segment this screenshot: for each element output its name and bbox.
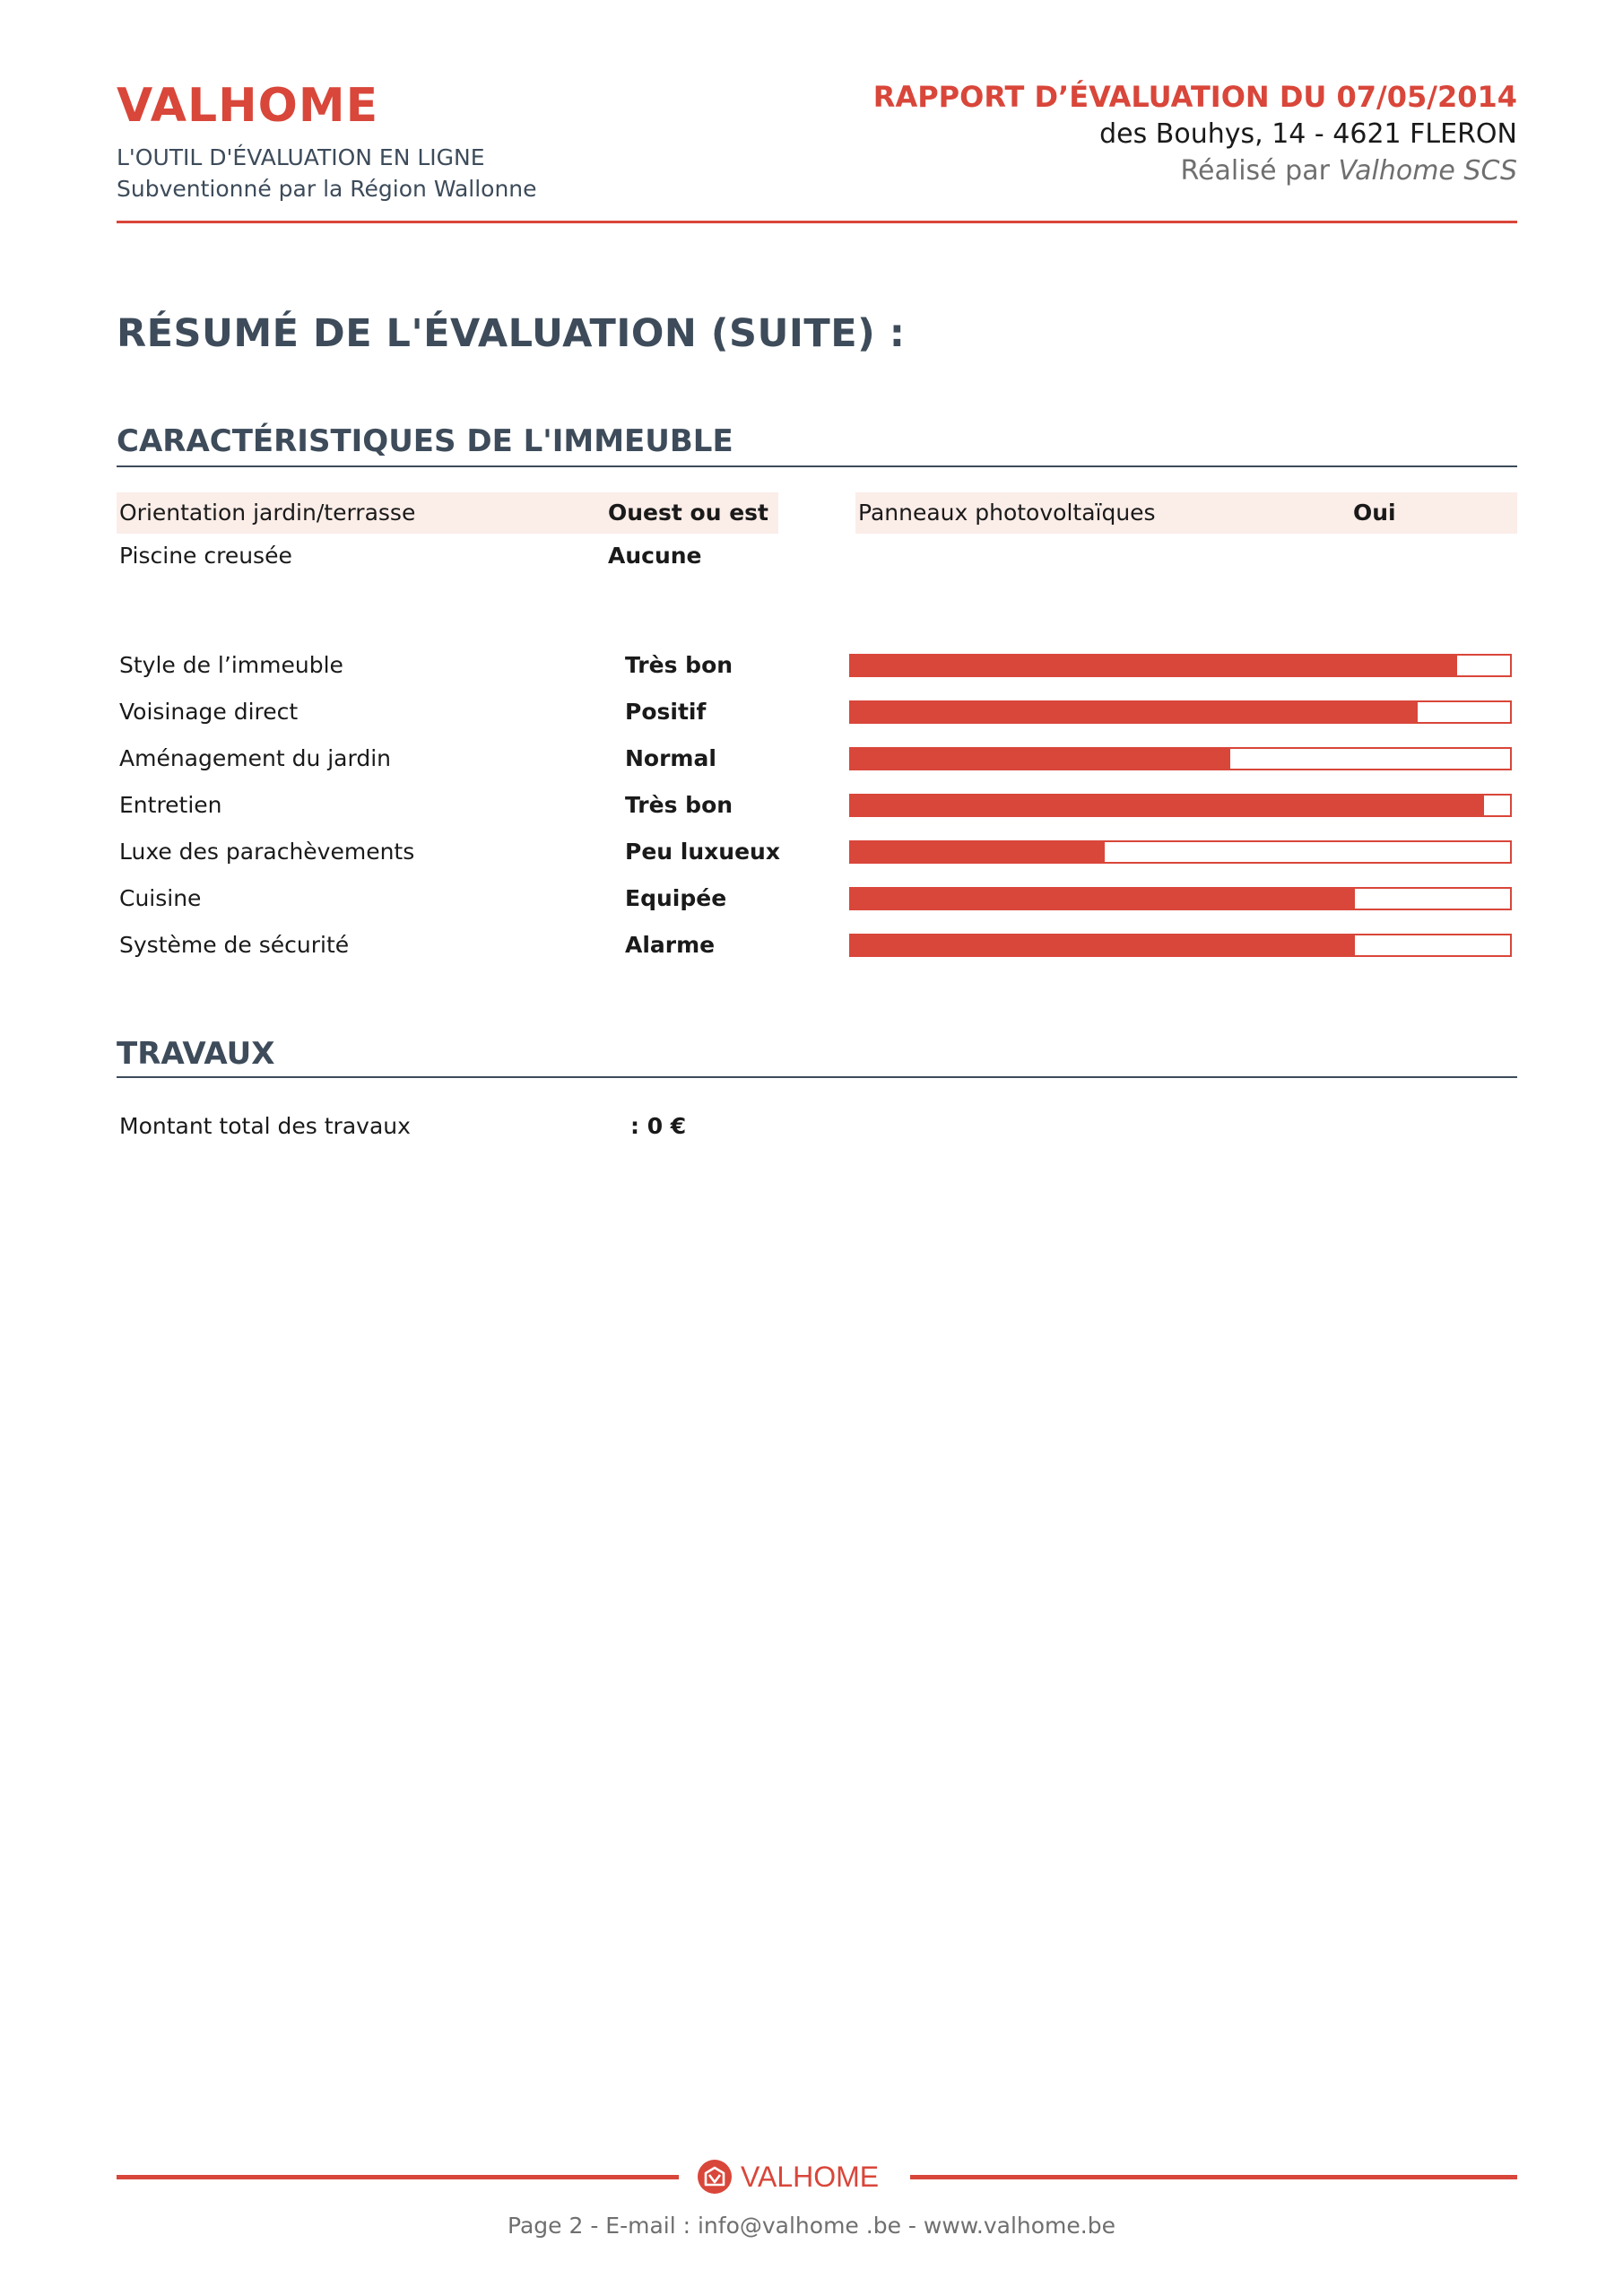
brand-subsidy-note: Subventionné par la Région Wallonne [117,176,537,202]
rating-value: Normal [625,745,716,771]
rating-value: Très bon [625,652,733,678]
rating-bar [849,654,1512,677]
rating-row-neighborhood [117,694,1517,730]
field-value: Ouest ou est [608,500,769,526]
rating-bar [849,794,1512,817]
header-divider [117,221,1517,223]
rating-row-kitchen [117,881,1517,917]
rating-row-garden [117,741,1517,777]
rating-bar-fill [851,656,1457,675]
field-solar-panels [855,492,1517,534]
rating-bar-fill [851,749,1230,769]
section-title-characteristics: CARACTÉRISTIQUES DE L'IMMEUBLE [117,423,733,459]
rating-value: Peu luxueux [625,839,780,865]
rating-bar [849,840,1512,864]
rating-label: Aménagement du jardin [119,745,392,771]
section-title-works: TRAVAUX [117,1036,275,1072]
field-label: Orientation jardin/terrasse [119,500,416,526]
works-total-label: Montant total des travaux [119,1113,411,1139]
brand-tagline: L'OUTIL D'ÉVALUATION EN LIGNE [117,144,485,170]
works-total-row [117,1106,1517,1147]
field-pool [117,535,778,577]
brand-logo-text: VALHOME [117,79,379,133]
section-divider-characteristics [117,465,1517,467]
rating-bar [849,700,1512,724]
rating-row-security [117,927,1517,963]
rating-bar-fill [851,889,1355,909]
report-author [1181,154,1517,188]
valhome-logo-icon [698,2160,732,2194]
field-orientation [117,492,778,534]
rating-label: Voisinage direct [119,699,299,725]
rating-value: Très bon [625,792,733,818]
footer-divider-right [910,2175,1517,2179]
rating-bar-fill [851,935,1355,955]
author-name: Valhome SCS [1338,155,1517,187]
footer-logo [698,2157,879,2196]
works-total-value: : 0 € [630,1113,687,1139]
rating-label: Système de sécurité [119,932,350,958]
section-divider-works [117,1076,1517,1078]
rating-value: Alarme [625,932,716,958]
rating-bar [849,934,1512,957]
property-address: des Bouhys, 14 - 4621 FLERON [1099,118,1517,150]
rating-bar-fill [851,796,1484,815]
rating-label: Cuisine [119,885,202,911]
rating-label: Style de l’immeuble [119,652,343,678]
field-label: Panneaux photovoltaïques [858,500,1156,526]
field-label: Piscine creusée [119,543,292,569]
report-title: RAPPORT D’ÉVALUATION DU 07/05/2014 [872,80,1517,114]
rating-bar-fill [851,842,1105,862]
footer-contact: Page 2 - E-mail : info@valhome .be - www.valhome.be [508,2213,1115,2239]
rating-bar [849,887,1512,910]
field-value: Oui [1353,500,1396,526]
rating-bar-fill [851,702,1418,722]
rating-value: Equipée [625,885,727,911]
rating-label: Luxe des parachèvements [119,839,415,865]
rating-bar [849,747,1512,770]
rating-value: Positif [625,699,707,725]
rating-row-style [117,648,1517,683]
field-value: Aucune [608,543,702,569]
author-prefix: Réalisé par [1180,155,1330,187]
footer-logo-text: VALHOME [741,2160,880,2193]
footer-divider-left [117,2175,679,2179]
rating-row-maintenance [117,787,1517,823]
rating-label: Entretien [119,792,222,818]
page-title: RÉSUMÉ DE L'ÉVALUATION (SUITE) : [117,311,906,356]
rating-row-finishes [117,834,1517,870]
